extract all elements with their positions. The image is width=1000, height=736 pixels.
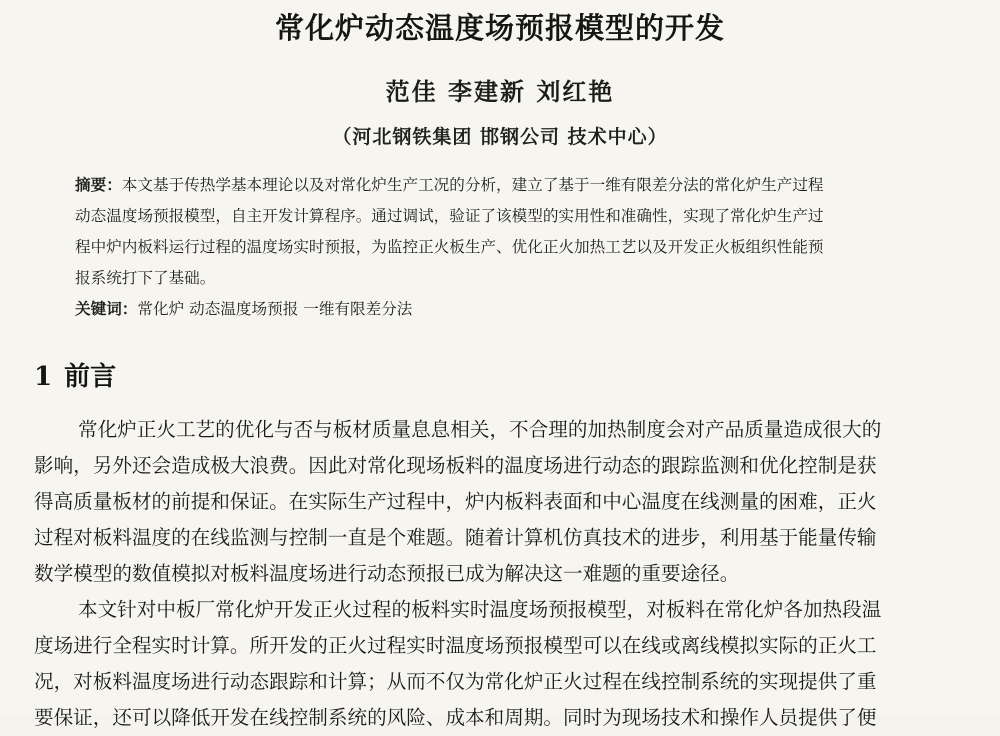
body-line: 过程对板料温度的在线监测与控制一直是个难题。随着计算机仿真技术的进步，利用基于能量传输: [34, 526, 877, 549]
abstract-text: 程中炉内板料运行过程的温度场实时预报，为监控正火板生产、优化正火加热工艺以及开发正火板组织性能预: [75, 238, 824, 256]
paper-title: 常化炉动态温度场预报模型的开发: [274, 11, 725, 45]
keywords-text: 常化炉 动态温度场预报 一维有限差分法: [137, 300, 413, 318]
body-line: 数学模型的数值模拟对板料温度场进行动态预报已成为解决这一难题的重要途径。: [34, 562, 740, 585]
keywords-line: [75, 294, 965, 325]
abstract-text: 动态温度场预报模型，自主开发计算程序。通过调试，验证了该模型的实用性和准确性，实现了常化炉生产过: [75, 207, 824, 225]
body-line: 常化炉正火工艺的优化与否与板材质量息息相关，不合理的加热制度会对产品质量造成很大的: [78, 418, 882, 441]
body-line: 影响，另外还会造成极大浪费。因此对常化现场板料的温度场进行动态的跟踪监测和优化控制是获: [34, 454, 877, 477]
body-line: 况，对板料温度场进行动态跟踪和计算；从而不仅为常化炉正火过程在线控制系统的实现提供了重: [34, 670, 877, 693]
abstract-label: 摘要：: [75, 176, 122, 194]
body-line: 本文针对中板厂常化炉开发正火过程的板料实时温度场预报模型，对板料在常化炉各加热段温: [78, 598, 882, 621]
body-line: 要保证，还可以降低开发在线控制系统的风险、成本和周期。同时为现场技术和操作人员提供了便: [34, 706, 877, 729]
affiliation: （河北钢铁集团 邯钢公司 技术中心）: [332, 126, 668, 148]
abstract-line: [75, 232, 965, 263]
section-title: 前言: [64, 362, 117, 392]
keywords-label: 关键词：: [75, 300, 138, 318]
abstract-line: [75, 170, 965, 201]
body-line: 度场进行全程实时计算。所开发的正火过程实时温度场预报模型可以在线或离线模拟实际的正火工: [34, 634, 877, 657]
abstract-line: [75, 263, 965, 294]
section-number: 1: [34, 362, 53, 392]
body-text: [34, 412, 964, 736]
abstract-line: [75, 201, 965, 232]
abstract-text: 本文基于传热学基本理论以及对常化炉生产工况的分析，建立了基于一维有限差分法的常化炉生产过程: [121, 176, 824, 194]
abstract-block: [75, 170, 965, 325]
author-list: 范佳 李建新 刘红艳: [385, 78, 615, 106]
section-heading: [34, 356, 116, 393]
body-line: 得高质量板材的前提和保证。在实际生产过程中，炉内板料表面和中心温度在线测量的困难，正火: [34, 490, 877, 513]
abstract-text: 报系统打下了基础。: [75, 269, 216, 287]
